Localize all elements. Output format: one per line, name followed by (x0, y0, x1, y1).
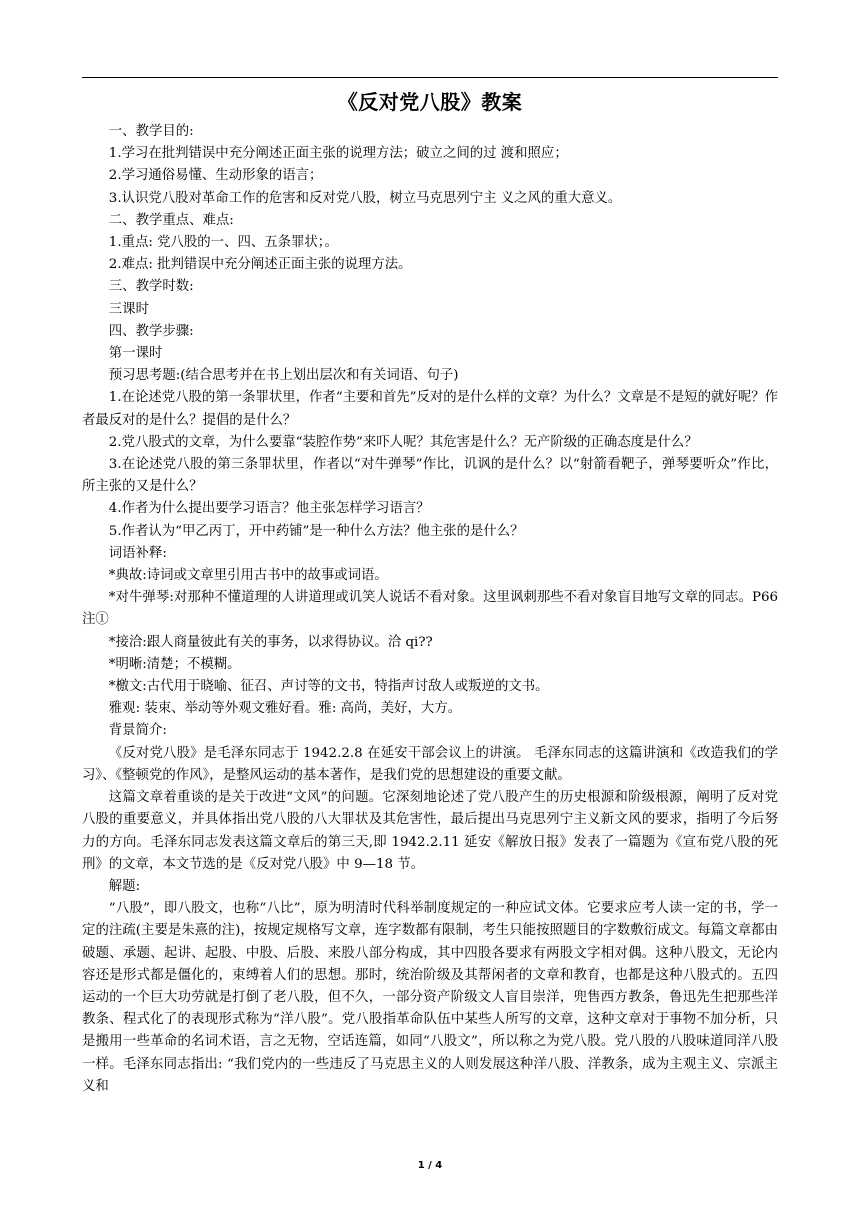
paragraph: 5.作者认为“甲乙丙丁，开中药铺”是一种什么方法？他主张的是什么？ (108, 523, 524, 539)
document-page (82, 0, 778, 1216)
paragraph: 3.认识党八股对革命工作的危害和反对党八股，树立马克思列宁主 义之风的重大意义。 (108, 190, 622, 206)
page-number: 1 / 4 (417, 1160, 443, 1171)
paragraph: 一、教学目的: (108, 124, 194, 139)
paragraph: 背景简介: (108, 723, 167, 739)
paragraph: 雅观: 装束、举动等外观文雅好看。雅: 高尚，美好，大方。 (108, 701, 462, 717)
document-body (82, 121, 778, 1098)
paragraph: 预习思考题:(结合思考并在书上划出层次和有关词语、句子) (108, 368, 459, 384)
paragraph: 这篇文章着重谈的是关于改进“文风”的问题。它深刻地论述了党八股产生的历史根源和阶级根源，阐明了反对党八股的重要意义，并具体指出党八股的八大罪状及其危害性，最后提出马克思列宁主义新文风的要求，指明了今后努力的方向。毛泽东同志发表这篇文章后的第三天,即 1942.2.11 延安《解放日报》发表了一篇题为《宣布党八股的死刑》的文章，本文节选的是《反对党八股》中 9—18 节。 (82, 790, 778, 872)
paragraph: 《反对党八股》是毛泽东同志于 1942.2.8 在延安干部会议上的讲演。 毛泽东同志的这篇讲演和《改造我们的学习》、《整顿党的作风》，是整风运动的基本著作，是我们党的思想建设的重要文献。 (82, 745, 778, 783)
paragraph: “八股”，即八股文，也称“八比”，原为明清时代科举制度规定的一种应试文体。它要求应考人读一定的书，学一定的注疏(主要是朱熹的注)，按规定规格写文章，连字数都有限制，考生只能按照题目的字数敷衍成文。每篇文章都由破题、承题、起讲、起股、中股、后股、来股八部分构成，其中四股各要求有两股文字相对偶。这种八股文，无论内容还是形式都是僵化的，束缚着人们的思想。那时，统治阶级及其帮闲者的文章和教育，也都是这种八股式的。五四运动的一个巨大功劳就是打倒了老八股，但不久，一部分资产阶级文人盲目崇洋，兜售西方教条，鲁迅先生把那些洋教条、程式化了的表现形式称为“洋八股”。党八股指革命队伍中某些人所写的文章，这种文章对于事物不加分析，只是搬用一些革命的名词术语，言之无物，空话连篇，如同“八股文”，所以称之为党八股。党八股的八股味道同洋八股一样。毛泽东同志指出: “我们党内的一些违反了马克思主义的人则发展这种洋八股、洋教条，成为主观主义、宗派主义和 (82, 901, 778, 1094)
paragraph: *典故:诗词或文章里引用古书中的故事或词语。 (108, 568, 388, 584)
paragraph: 4.作者为什么提出要学习语言？他主张怎样学习语言？ (108, 501, 430, 517)
paragraph: 第一课时 (108, 346, 163, 362)
paragraph: 2.难点: 批判错误中充分阐述正面主张的说理方法。 (108, 257, 412, 273)
paragraph: 解题: (108, 878, 141, 894)
document-title: 《反对党八股》教案 (337, 90, 523, 114)
paragraph: 四、教学步骤: (108, 323, 194, 339)
paragraph: 3.在论述党八股的第三条罪状里，作者以“对牛弹琴”作比，讥讽的是什么？以“射箭看靶子，弹琴要听众”作比，所主张的又是什么？ (82, 457, 778, 495)
paragraph: 1.在论述党八股的第一条罪状里，作者“主要和首先”反对的是什么样的文章？为什么？文章是不是短的就好呢？作者最反对的是什么？提倡的是什么？ (82, 390, 779, 428)
paragraph: *明晰:清楚；不模糊。 (108, 656, 241, 672)
paragraph: 二、教学重点、难点: (108, 212, 234, 228)
paragraph: 2.党八股式的文章，为什么要靠“装腔作势”来吓人呢？其危害是什么？无产阶级的正确态度是什么？ (108, 434, 698, 450)
paragraph: 1.学习在批判错误中充分阐述正面主张的说理方法；破立之间的过 渡和照应； (108, 146, 568, 162)
paragraph: 三课时 (108, 301, 149, 317)
paragraph: 词语补释: (108, 545, 167, 561)
paragraph: *对牛弹琴:对那种不懂道理的人讲道理或讥笑人说话不看对象。这里讽刺那些不看对象盲目地写文章的同志。P66 注① (82, 590, 778, 628)
header-rule (82, 77, 778, 78)
paragraph: 1.重点: 党八股的一、四、五条罪状；。 (108, 235, 338, 251)
paragraph: 三、教学时数: (108, 279, 194, 295)
paragraph: *檄文:古代用于晓喻、征召、声讨等的文书，特指声讨敌人或叛逆的文书。 (108, 679, 549, 695)
paragraph: 2.学习通俗易懂、生动形象的语言； (108, 168, 323, 184)
paragraph: *接洽:跟人商量彼此有关的事务，以求得协议。洽 qi?? (108, 634, 433, 650)
